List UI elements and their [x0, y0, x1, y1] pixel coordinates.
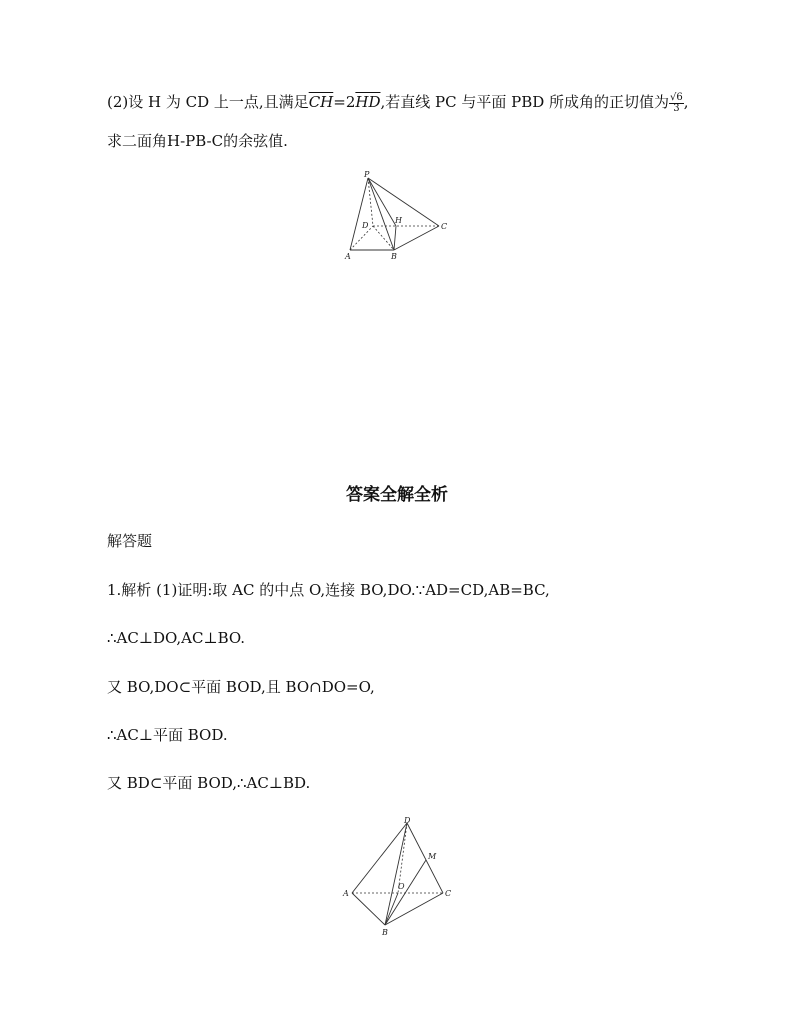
- solution-line-4: ∴AC⊥平面 BOD.: [107, 726, 228, 744]
- problem-text-end: ,: [683, 93, 689, 111]
- answer-title: 答案全解全析: [346, 485, 448, 505]
- section-heading: 解答题: [107, 532, 153, 550]
- label-m: M: [428, 852, 437, 861]
- problem-text-a: (2)设 H 为 CD 上一点,且满足: [107, 93, 309, 111]
- solution-line-3: 又 BO,DO⊂平面 BOD,且 BO∩DO=O,: [107, 678, 375, 696]
- label-a: A: [345, 252, 351, 261]
- label-a: A: [343, 889, 349, 898]
- label-b: B: [391, 252, 397, 261]
- label-h: H: [395, 216, 402, 225]
- segment-bo: [385, 893, 398, 925]
- solution-line-1: 1.解析 (1)证明:取 AC 的中点 O,连接 BO,DO.∵AD=CD,AB=BC,: [107, 581, 550, 599]
- problem-line-2: 求二面角H-PB-C的余弦值.: [107, 132, 288, 150]
- fraction-denominator: 3: [673, 102, 680, 114]
- label-p: P: [364, 170, 370, 179]
- problem-text-b: ,若直线 PC 与平面 PBD 所成角的正切值为: [380, 93, 670, 111]
- pyramid-figure: [340, 168, 460, 263]
- problem-line-1: [107, 92, 689, 114]
- fraction-numerator: √6: [670, 91, 683, 103]
- edge-bc: [385, 893, 443, 925]
- fraction-sqrt6-over-3: [669, 93, 684, 114]
- vector-ch: $\overline{CH}$: [308, 93, 334, 111]
- label-c: C: [441, 222, 448, 231]
- edge-ab: [352, 893, 385, 925]
- tetrahedron-figure: [340, 815, 460, 940]
- edge-bc: [394, 226, 439, 250]
- label-d: D: [362, 221, 369, 230]
- vector-hd: $\overline{HD}$: [355, 93, 381, 111]
- segment-bh: [394, 226, 396, 250]
- solution-line-2: ∴AC⊥DO,AC⊥BO.: [107, 629, 246, 647]
- label-o: O: [398, 882, 405, 891]
- segment-db: [373, 226, 394, 250]
- edge-pa: [350, 178, 368, 250]
- edge-pc: [368, 178, 439, 226]
- solution-line-5: 又 BD⊂平面 BOD,∴AC⊥BD.: [107, 774, 311, 792]
- edge-dc: [407, 823, 443, 893]
- segment-bm: [385, 860, 426, 925]
- equals-two: =2: [333, 93, 356, 111]
- label-c: C: [445, 889, 452, 898]
- label-d: D: [404, 816, 411, 825]
- label-b: B: [382, 928, 388, 937]
- edge-db: [385, 823, 407, 925]
